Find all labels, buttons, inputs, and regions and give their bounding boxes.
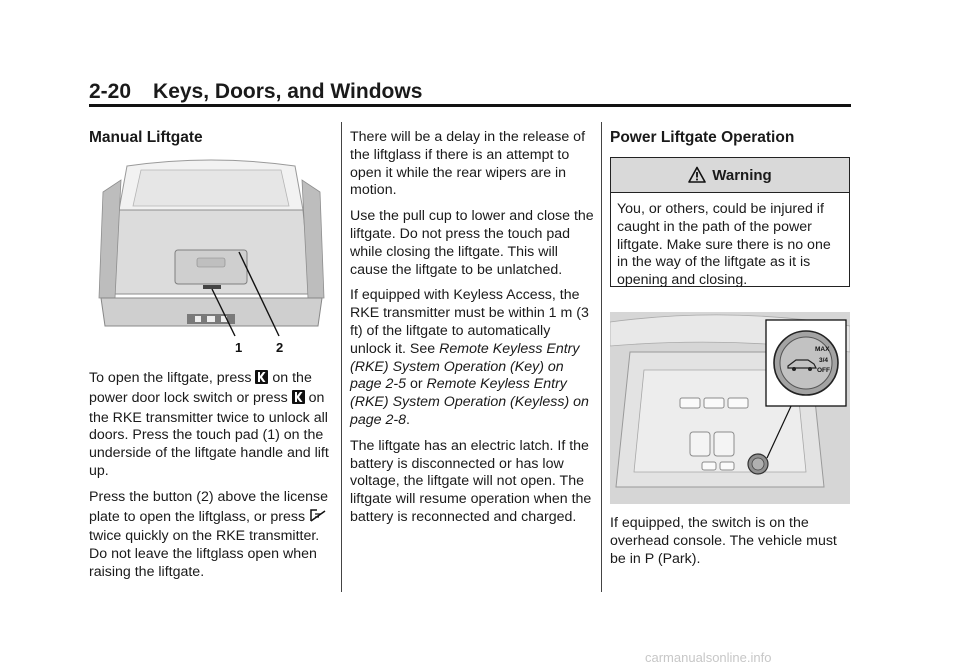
switch-label-34: 3/4 — [819, 357, 829, 364]
callout-1: 1 — [235, 340, 243, 355]
unlock-key-icon — [255, 370, 268, 390]
right-p1: If equipped, the switch is on the overhead console. The vehicle must be in P (Park). — [610, 515, 837, 567]
middle-p3-a: If equipped with Keyless Access, the RKE transmitter must be within 1 m (3 ft) of the liftgate to automatically unlock it. See — [350, 287, 589, 357]
callout-2: 2 — [276, 340, 284, 355]
middle-p3-end: . — [406, 411, 410, 428]
header-rule — [89, 104, 851, 107]
rke-keyless-link[interactable]: Remote Keyless Entry (RKE) System Operation (Keyless) on page 2-8 — [350, 376, 589, 428]
overhead-console-figure — [610, 312, 850, 504]
middle-p1: There will be a delay in the release of the liftglass if there is an attempt to open it while the rear wipers are in motion. — [350, 129, 586, 199]
middle-body — [350, 129, 595, 527]
warning-text: You, or others, could be injured if caught in the path of the power liftgate. Make sure there is no one in the way of the liftgate as it is opening and closing. — [617, 201, 831, 289]
left-p1-b: on the power door lock switch or press — [89, 370, 312, 406]
power-liftgate-heading: Power Liftgate Operation — [610, 129, 795, 146]
left-p2-a: Press the button (2) above the license plate to open the liftglass, or press — [89, 488, 328, 525]
left-body — [89, 370, 334, 582]
right-body — [610, 515, 850, 568]
page-number: 2-20 — [89, 80, 132, 103]
middle-p4: The liftgate has an electric latch. If the battery is disconnected or has low voltage, the liftgate will not open. The liftgate will resume operation when the battery is reconnected and charged. — [350, 437, 592, 525]
warning-icon — [688, 166, 706, 184]
rke-key-link[interactable]: Remote Keyless Entry (RKE) System Operation (Key) on page 2-5 — [350, 340, 580, 393]
middle-p2: Use the pull cup to lower and close the liftgate. Do not press the touch pad while closing the liftgate. This will cause the liftgate to be unlatched. — [350, 208, 594, 278]
left-p1-a: To open the liftgate, press — [89, 370, 252, 386]
unlock-key-icon — [292, 390, 305, 410]
section-title: Keys, Doors, and Windows — [153, 80, 423, 103]
watermark: carmanualsonline.info — [645, 650, 772, 665]
left-p2-b: twice quickly on the RKE transmitter. Do not leave the liftglass open when raising the liftgate. — [89, 528, 320, 580]
warning-title: Warning — [712, 166, 772, 184]
page-header — [89, 80, 422, 104]
column-divider — [341, 122, 342, 592]
left-p1-c: on the RKE transmitter twice to unlock all doors. Press the touch pad (1) on the underside of the liftgate handle and lift up. — [89, 389, 329, 479]
liftglass-icon — [309, 507, 327, 529]
warning-box — [610, 157, 850, 287]
middle-p3-or: or — [409, 376, 423, 393]
liftgate-figure — [89, 158, 334, 358]
warning-header — [611, 158, 849, 193]
manual-liftgate-heading: Manual Liftgate — [89, 129, 203, 146]
switch-label-off: OFF — [817, 367, 830, 374]
column-divider — [601, 122, 602, 592]
switch-label-max: MAX — [815, 346, 830, 353]
